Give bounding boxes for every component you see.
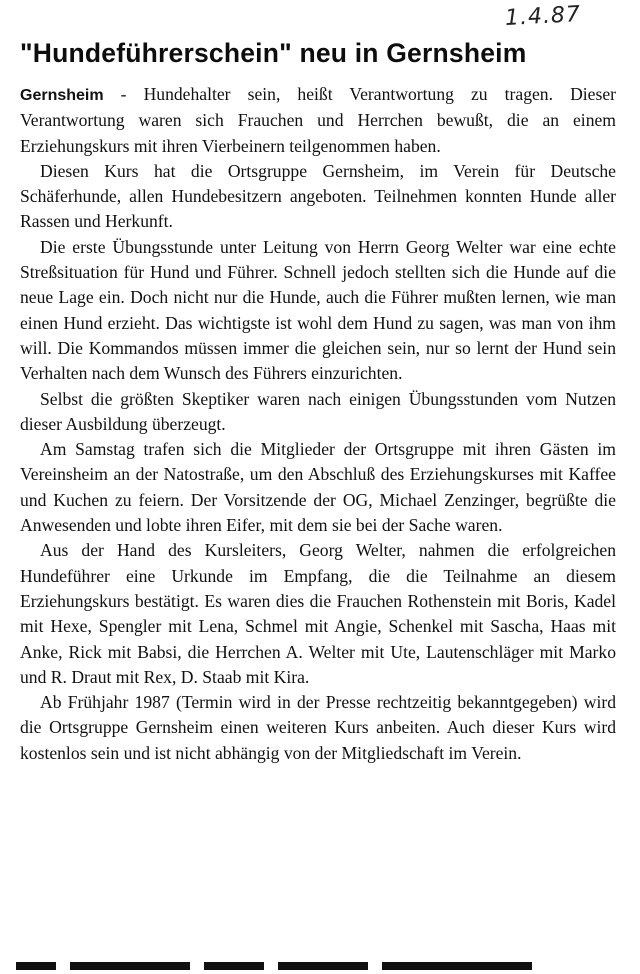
article-body — [20, 82, 616, 766]
article-paragraph: Aus der Hand des Kursleiters, Georg Welter, nahmen die erfolgreichen Hundeführer eine Urkunde im Empfang, die die Teilnahme an diesem Erziehungskurs bestätigt. Es waren dies die Frauchen Rothenstein mit Boris, Kadel mit Hexe, Spengler mit Lena, Schmel mit Angie, Schenkel mit Sascha, Haas mit Anke, Rick mit Babsi, die Herrchen A. Welter mit Ute, Lautenschläger mit Marko und R. Draut mit Rex, D. Staab mit Kira. — [20, 540, 616, 687]
article-paragraph: Ab Frühjahr 1987 (Termin wird in der Presse rechtzeitig bekanntgegeben) wird die Ortsgruppe Gernsheim einen weiteren Kurs anbeiten. Auch dieser Kurs wird kostenlos sein und ist nicht abhängig von der Mitgliedschaft im Verein. — [20, 692, 616, 763]
article-paragraph: Die erste Übungsstunde unter Leitung von Herrn Georg Welter war eine echte Streßsituation für Hund und Führer. Schnell jedoch stellten sich die Hunde auf die neue Lage ein. Doch nicht nur die Hunde, auch die Führer mußten lernen, wie man einen Hund erzieht. Das wichtigste ist wohl dem Hund zu sagen, was man von ihm will. Die Kommandos müssen immer die gleichen sein, nur so lernt der Hund sein Verhalten nach dem Wunsch des Führers einzurichten. — [20, 236, 616, 384]
paragraph-text: - Hundehalter sein, heißt Verantwortung zu tragen. Dieser Verantwortung waren sich Frauchen und Herrchen bewußt, die an einem Erziehungskurs mit ihren Vierbeinern teilgenommen haben. — [20, 84, 616, 156]
handwritten-date: 1.4.87 — [504, 2, 582, 31]
article-paragraph — [20, 82, 616, 159]
article-paragraph: Diesen Kurs hat die Ortsgruppe Gernsheim, im Verein für Deutsche Schäferhunde, allen Hundebesitzern angeboten. Teilnehmen konnten Hunde aller Rassen und Herkunft. — [20, 160, 616, 232]
article-headline: "Hundeführerschein" neu in Gernsheim — [20, 38, 527, 68]
article-paragraph: Am Samstag trafen sich die Mitglieder der Ortsgruppe mit ihren Gästen im Vereinsheim an der Natostraße, um den Abschluß des Erziehungskurses mit Kaffee und Kuchen zu feiern. Der Vorsitzende der OG, Michael Zenzinger, begrüßte die Anwesenden und lobte ihren Eifer, mit dem sie bei der Sache waren. — [20, 439, 616, 536]
clipped-next-headline — [16, 956, 616, 970]
article-paragraph: Selbst die größten Skeptiker waren nach einigen Übungsstunden vom Nutzen dieser Ausbildung überzeugt. — [20, 388, 616, 434]
article-dateline: Gernsheim — [20, 87, 104, 104]
